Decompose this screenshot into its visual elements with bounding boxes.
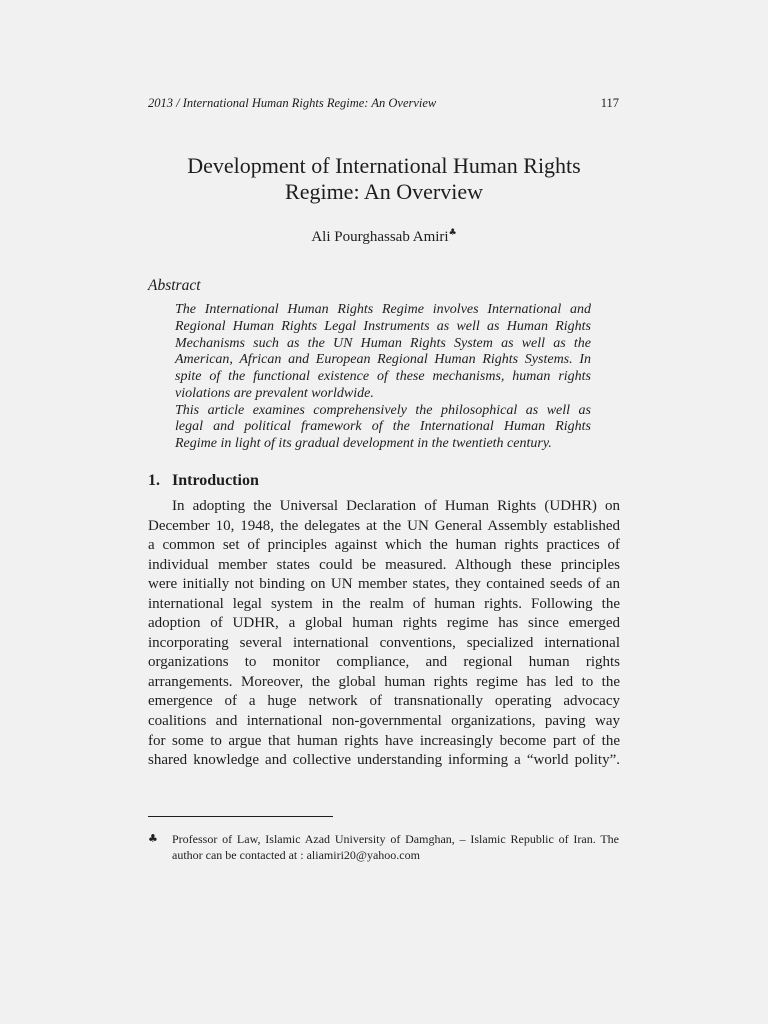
body-line: individual member states could be measured. Although these principles [148, 556, 620, 573]
body-line: December 10, 1948, the delegates at the UN General Assembly established [148, 517, 620, 534]
footnote-rule [148, 816, 333, 817]
abstract-line: This article examines comprehensively the philosophical as well as [175, 402, 591, 418]
abstract-line: Regime in light of its gradual development in the twentieth century. [175, 436, 552, 451]
running-title: 2013 / International Human Rights Regime: An Overview [148, 96, 437, 110]
abstract-heading: Abstract [148, 277, 201, 294]
body-line: In adopting the Universal Declaration of Human Rights (UDHR) on [172, 498, 620, 514]
body-line: international legal system in the realm of human rights. Following the [148, 595, 620, 612]
page-number: 117 [600, 96, 619, 110]
abstract-line: American, African and European Regional Human Rights Systems. In [175, 352, 591, 368]
abstract-line: The International Human Rights Regime involves International and [175, 302, 591, 317]
article-title [100, 153, 668, 205]
footnote-text [172, 831, 619, 863]
body-line: incorporating several international conventions, specialized international [148, 634, 620, 651]
author-name: Ali Pourghassab Amiri [311, 229, 449, 245]
section-number: 1. [148, 472, 160, 489]
body-line: were initially not binding on UN member states, they contained seeds of an [148, 576, 620, 593]
body-line: coalitions and international non-governmental organizations, paving way [148, 713, 620, 730]
section-title: Introduction [172, 472, 259, 489]
body-paragraph [148, 497, 620, 771]
body-line: shared knowledge and collective understanding informing a “world polity”. [148, 752, 620, 769]
title-line: Development of International Human Rights [187, 153, 581, 178]
footnote-marker: ♣ [148, 832, 158, 845]
body-line: adoption of UDHR, a global human rights regime has since emerged [148, 615, 620, 632]
body-line: a common set of principles against which the human rights practices of [148, 537, 620, 554]
author-footnote-marker: ♣ [448, 228, 457, 238]
title-line: Regime: An Overview [285, 179, 483, 204]
body-line: for some to argue that human rights have increasingly become part of the [148, 732, 620, 749]
running-header [148, 95, 619, 111]
abstract-line: Regional Human Rights Legal Instruments as well as Human Rights [175, 318, 591, 334]
abstract-line: spite of the functional existence of these mechanisms, human rights [175, 369, 591, 384]
abstract-body [175, 302, 591, 453]
footnote-line: Professor of Law, Islamic Azad University of Damghan, – Islamic Republic of Iran. The [172, 832, 619, 846]
body-line: organizations to monitor compliance, and regional human rights [148, 654, 620, 671]
body-line: arrangements. Moreover, the global human rights regime has led to the [148, 673, 620, 690]
abstract-line: Mechanisms such as the UN Human Rights System as well as the [175, 335, 591, 351]
body-line: emergence of a huge network of transnationally operating advocacy [148, 693, 620, 710]
abstract-line: violations are prevalent worldwide. [175, 385, 374, 401]
footnote-line: author can be contacted at : aliamiri20@yahoo.com [172, 848, 420, 862]
abstract-line: legal and political framework of the International Human Rights [175, 419, 591, 435]
author-line [100, 227, 668, 247]
